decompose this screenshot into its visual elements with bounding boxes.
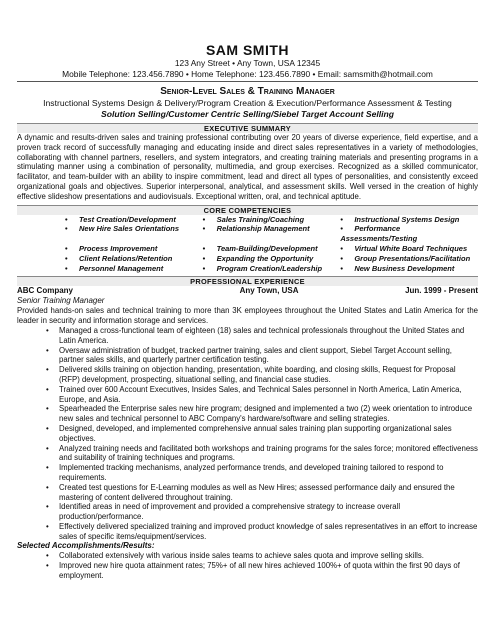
competency-item: • Group Presentations/Facilitation — [340, 254, 478, 264]
competency-item: • Performance Assessments/Testing — [340, 224, 478, 244]
list-item: • Identified areas in need of improvement and provided a comprehensive strategy to increase overall production/performance. — [46, 502, 401, 522]
competency-item: • Client Relations/Retention — [65, 254, 203, 264]
job-dates: Jun. 1999 - Present — [405, 286, 478, 296]
section-heading-experience: PROFESSIONAL EXPERIENCE — [17, 276, 478, 286]
candidate-name: SAM SMITH — [205, 42, 290, 58]
job-intro: Provided hands-on sales and technical training to more than 3K employees throughout the United States and Latin America for the leader in security and information storage and services. — [17, 306, 478, 326]
competency-item: • Relationship Management — [203, 224, 341, 244]
competency-item: • Program Creation/Leadership — [203, 264, 341, 274]
competency-item: • Instructional Systems Design — [340, 215, 478, 225]
competency-item: • New Business Development — [340, 264, 478, 274]
competency-item: • New Hire Sales Orientations — [65, 224, 203, 244]
address-line: 123 Any Street • Any Town, USA 12345 — [174, 58, 321, 68]
list-item: • Spearheaded the Enterprise sales new hire program; designed and implemented a two (2) week orientation to introduce new sales and technical personnel to ABC Company's hardware/software and selling strategies. — [46, 404, 473, 424]
competency-item: • Virtual White Board Techniques — [340, 244, 478, 254]
section-heading-competencies: CORE COMPETENCIES — [17, 205, 478, 215]
list-item: • Improved new hire quota attainment rates; 75%+ of all new hires achieved 100%+ of quota within the first 90 days of employment. — [46, 561, 460, 581]
header-divider — [17, 81, 478, 82]
competency-item: • Team-Building/Development — [203, 244, 341, 254]
list-item: • Trained over 600 Account Executives, Insides Sales, and Technical Sales personnel in North America, Latin America, Europe, and Asia. — [46, 384, 462, 404]
section-heading-summary: EXECUTIVE SUMMARY — [17, 123, 478, 133]
list-item: • Collaborated extensively with various inside sales teams to achieve sales quota and improve selling skills. — [46, 551, 424, 561]
list-item: • Managed a cross-functional team of eighteen (18) sales and technical professionals throughout the United States and Latin America. — [46, 325, 465, 345]
list-item: • Designed, developed, and implemented comprehensive annual sales training plan supporting organizational sales objectives. — [46, 423, 452, 443]
headline-title: Senior-Level Sales & Training Manager — [160, 86, 335, 97]
headline-tagline: Solution Selling/Customer Centric Selling/Siebel Target Account Selling — [100, 109, 395, 119]
list-item: • Created test questions for E-Learning modules as well as New Hires; assessed performance daily and ensured the mastering of content delivered throughout training. — [46, 482, 455, 502]
list-item: • Oversaw administration of budget, tracked partner training, sales and client support, Siebel Target Account selling, partner sales skills, and quarterly partner certification testing. — [46, 345, 452, 365]
list-item: • Delivered skills training on objection handing, presentation, white boarding, and closing skills, Request for Proposal (RFP) development, prospecting, situational selling, and financial case studies. — [46, 365, 456, 384]
competencies-grid — [17, 215, 478, 274]
company-location: Any Town, USA — [239, 286, 299, 296]
competency-item: • Test Creation/Development — [65, 215, 203, 225]
summary-paragraph: A dynamic and results-driven sales and training professional contributing over 20 years of diverse experience, field expertise, and a proven track record of successfully managing and educating inside and direct sales representatives in a variety of methodologies, collaborating with channel partners, resellers, and system integrators, and creating training materials and presenting programs in a stimulating manner using a combination of personality, multimedia, and group exercises. Recognized as a skilled communicator, facilitator, and team-builder with an ability to inspire commitment, lead and direct all types of personalities, and consistently exceed organizational goals and objectives. Superior interpersonal, analytical, and assessment skills. Well versed in the creation of highly effective slideshow presentations and audiovisuals. Exceptional written, oral, and technical aptitude. — [17, 133, 478, 201]
competency-item: • Process Improvement — [65, 244, 203, 254]
headline-subtitle: Instructional Systems Design & Delivery/Program Creation & Execution/Performance Assessment & Testing — [43, 98, 452, 108]
job-bullets — [17, 326, 478, 542]
competency-item: • Sales Training/Coaching — [203, 215, 341, 225]
contact-line: Mobile Telephone: 123.456.7890 • Home Telephone: 123.456.7890 • Email: samsmith@hotmail.com — [62, 69, 433, 79]
company-name: ABC Company — [17, 286, 74, 296]
list-item: • Analyzed training needs and facilitated both workshops and training programs for the sales force; monitored effectiveness and suitability of training techniques and programs. — [46, 443, 478, 463]
accomplishments-heading: Selected Accomplishments/Results: — [17, 541, 155, 551]
list-item: • Implemented tracking mechanisms, analyzed performance trends, and developed training tailored to respond to requirements. — [46, 463, 444, 482]
job-header — [17, 286, 478, 296]
competency-item: • Personnel Management — [65, 264, 203, 274]
list-item: • Effectively delivered specialized training and improved product knowledge of sales representatives in an effort to increase sales of specific items/equipment/services. — [46, 521, 478, 541]
accomplishments-list — [17, 551, 478, 580]
competency-item: • Expanding the Opportunity — [203, 254, 341, 264]
job-title: Senior Training Manager — [17, 296, 105, 306]
